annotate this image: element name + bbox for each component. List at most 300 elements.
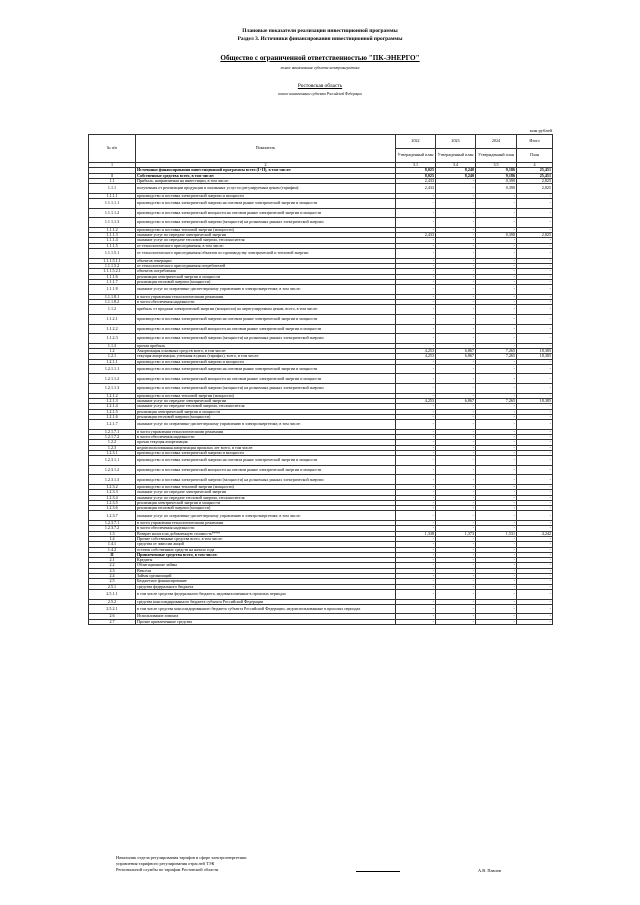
row-name: реализация тепловой энергии (мощности) bbox=[136, 414, 396, 419]
row-value-2024: - bbox=[476, 414, 517, 419]
row-value-2022: - bbox=[396, 359, 436, 364]
row-value-2022: - bbox=[396, 404, 436, 409]
row-value-total: - bbox=[517, 305, 553, 315]
row-value-2024: - bbox=[476, 506, 517, 511]
row-value-2023: - bbox=[436, 384, 476, 394]
row-value-total: - bbox=[517, 393, 553, 398]
row-value-2024: - bbox=[476, 511, 517, 521]
row-code: 1.1.1.8.1 bbox=[89, 294, 136, 299]
row-value-2023: - bbox=[436, 314, 476, 324]
row-value-2022: - bbox=[396, 238, 436, 243]
row-code: 1.1.1.5.2.1 bbox=[89, 269, 136, 274]
col-sub-2024: Утвержденный план bbox=[476, 149, 517, 163]
row-name: производство и поставка электрической энергии на оптовом рынке электрической энергии и мощности bbox=[136, 199, 396, 209]
row-name: средства федерального бюджета bbox=[136, 584, 396, 589]
row-code: 1.2.3.1.3 bbox=[89, 475, 136, 485]
row-code: 1.1.1.5 bbox=[89, 243, 136, 248]
region-caption: полное наименование субъекта Российской Федерации bbox=[278, 92, 362, 96]
doc-heading: Плановые показатели реализации инвестиционной программы bbox=[242, 28, 398, 34]
row-value-2022: 1,338 bbox=[396, 531, 436, 536]
row-name: Кредиты bbox=[136, 558, 396, 563]
row-value-2023: - bbox=[436, 227, 476, 232]
row-value-2023: - bbox=[436, 294, 476, 299]
row-value-2024: - bbox=[476, 343, 517, 348]
row-code: 1.2.1.5 bbox=[89, 409, 136, 414]
row-value-total: - bbox=[517, 269, 553, 274]
table-row bbox=[89, 184, 553, 194]
row-value-total: - bbox=[517, 579, 553, 584]
row-value-total: - bbox=[517, 404, 553, 409]
row-name: объектов генерации bbox=[136, 258, 396, 263]
row-value-total: - bbox=[517, 414, 553, 419]
row-value-2024: - bbox=[476, 429, 517, 434]
row-code: 1.1.1.2 bbox=[89, 227, 136, 232]
row-value-2023: - bbox=[436, 305, 476, 315]
row-value-2024: - bbox=[476, 475, 517, 485]
row-value-2022: - bbox=[396, 274, 436, 279]
row-value-2024: - bbox=[476, 445, 517, 450]
row-value-total: - bbox=[517, 440, 553, 445]
row-name: Прочие собственные средства всего, в том числе: bbox=[136, 536, 396, 541]
row-value-2023: - bbox=[436, 456, 476, 466]
doc-section-title: Раздел 3. Источники финансирования инвестиционной программы bbox=[237, 36, 403, 42]
org-name: Общество с ограниченной ответственностью "ПК-ЭНЕРГО" bbox=[220, 54, 420, 62]
row-name: производство и поставка тепловой энергии (мощности) bbox=[136, 227, 396, 232]
row-value-2023: - bbox=[436, 563, 476, 568]
row-value-2024: - bbox=[476, 568, 517, 573]
row-code: 1.2.3.6 bbox=[89, 506, 136, 511]
row-value-total: - bbox=[517, 263, 553, 268]
row-value-2024: 0,390 bbox=[476, 184, 517, 194]
row-value-2023: - bbox=[436, 274, 476, 279]
row-value-total: - bbox=[517, 238, 553, 243]
row-code: 1.2.1 bbox=[89, 354, 136, 359]
row-value-2022: - bbox=[396, 465, 436, 475]
row-value-2023: - bbox=[436, 547, 476, 552]
row-value-2024: - bbox=[476, 404, 517, 409]
row-code: 1.1.1.1.1 bbox=[89, 199, 136, 209]
row-code: 1.1.1.1.2 bbox=[89, 208, 136, 218]
row-value-2024: - bbox=[476, 584, 517, 589]
row-value-total: - bbox=[517, 521, 553, 526]
row-name: в части управления технологическими режимами bbox=[136, 429, 396, 434]
row-value-2024: 0,390 bbox=[476, 233, 517, 238]
row-value-2022: - bbox=[396, 568, 436, 573]
row-value-2023: - bbox=[436, 589, 476, 599]
row-value-2022: - bbox=[396, 334, 436, 344]
row-value-2023: - bbox=[436, 506, 476, 511]
table-row bbox=[89, 475, 553, 485]
row-value-2024: - bbox=[476, 465, 517, 475]
row-value-total: 25,451 bbox=[517, 168, 553, 173]
row-value-total: - bbox=[517, 465, 553, 475]
row-value-2022: 2,433 bbox=[396, 184, 436, 194]
row-value-2022: - bbox=[396, 552, 436, 557]
row-name: прибыль от продажи электрической энергии (мощности) по нерегулируемым ценам, всего, в том числе: bbox=[136, 305, 396, 315]
row-name: оказание услуг по оперативно-диспетчерскому управлению в электроэнергетике, в том числе: bbox=[136, 285, 396, 295]
row-value-total: 18,385 bbox=[517, 354, 553, 359]
row-value-2024: - bbox=[476, 384, 517, 394]
row-value-2023: - bbox=[436, 450, 476, 455]
row-value-2023: - bbox=[436, 445, 476, 450]
row-name: Использование лизинга bbox=[136, 614, 396, 619]
row-value-2024: - bbox=[476, 274, 517, 279]
row-name: производство и поставка электрической энергии (мощности) на розничных рынках электрической энергии bbox=[136, 384, 396, 394]
row-name: производство и поставка электрической энергии и мощности bbox=[136, 450, 396, 455]
table-header-years bbox=[89, 135, 553, 149]
table-row bbox=[89, 384, 553, 394]
table-row bbox=[89, 511, 553, 521]
row-value-2024: - bbox=[476, 579, 517, 584]
signer-name: А.В. Павлов bbox=[478, 868, 501, 873]
row-value-2024: 7,265 bbox=[476, 398, 517, 403]
row-value-2023: - bbox=[436, 218, 476, 228]
row-value-2024: - bbox=[476, 495, 517, 500]
row-value-2023: 6,867 bbox=[436, 348, 476, 353]
row-name: оказание услуг по передаче электрической энергии bbox=[136, 490, 396, 495]
row-value-2024: - bbox=[476, 485, 517, 490]
row-value-2024: - bbox=[476, 526, 517, 531]
row-code: 1.2.1.1 bbox=[89, 359, 136, 364]
table-row bbox=[89, 420, 553, 430]
table-row bbox=[89, 324, 553, 334]
row-value-2022: 4,253 bbox=[396, 398, 436, 403]
row-value-2023: - bbox=[436, 568, 476, 573]
row-value-2022: - bbox=[396, 279, 436, 284]
row-value-total: - bbox=[517, 300, 553, 305]
row-value-total: - bbox=[517, 490, 553, 495]
row-value-2024: - bbox=[476, 305, 517, 315]
col-num-5: 3.5 bbox=[476, 163, 517, 168]
row-value-2022: - bbox=[396, 324, 436, 334]
row-value-2023: - bbox=[436, 465, 476, 475]
row-value-2024: - bbox=[476, 199, 517, 209]
row-value-2023: - bbox=[436, 285, 476, 295]
row-value-2023: - bbox=[436, 511, 476, 521]
row-code: 1.2.3.5 bbox=[89, 500, 136, 505]
row-value-2024: - bbox=[476, 294, 517, 299]
row-name: в том числе средства консолидированного бюджета субъекта Российской Федерации, недоиспользованные в прошлых периодах bbox=[136, 604, 396, 614]
row-value-total: - bbox=[517, 199, 553, 209]
row-value-2024: - bbox=[476, 450, 517, 455]
table-row bbox=[89, 456, 553, 466]
row-value-2022: - bbox=[396, 506, 436, 511]
row-code: 1.1.1.8 bbox=[89, 285, 136, 295]
row-value-2024: - bbox=[476, 393, 517, 398]
row-value-2022: 4,253 bbox=[396, 354, 436, 359]
row-value-total: - bbox=[517, 511, 553, 521]
row-value-2024: - bbox=[476, 420, 517, 430]
row-name: оказание услуг по оперативно-диспетчерскому управлению в электроэнергетике, в том числе: bbox=[136, 420, 396, 430]
row-value-2022: - bbox=[396, 294, 436, 299]
row-value-total: - bbox=[517, 547, 553, 552]
row-code: 1.2.1.6 bbox=[89, 414, 136, 419]
row-value-2022: - bbox=[396, 619, 436, 624]
row-value-2023: - bbox=[436, 199, 476, 209]
row-value-2024: 7,265 bbox=[476, 354, 517, 359]
row-value-2022: - bbox=[396, 599, 436, 604]
row-code: 1.3 bbox=[89, 531, 136, 536]
row-value-total: - bbox=[517, 435, 553, 440]
col-header-2024: 2024 bbox=[476, 135, 517, 149]
row-value-2022: - bbox=[396, 445, 436, 450]
row-value-2023: - bbox=[436, 263, 476, 268]
row-value-2022: - bbox=[396, 305, 436, 315]
row-code: 1.2 bbox=[89, 348, 136, 353]
signer-title-line2: управления тарифного регулирования отраслей ТЭК bbox=[116, 860, 215, 866]
table-row bbox=[89, 374, 553, 384]
row-name: от технологического присоединения потребителей bbox=[136, 263, 396, 268]
row-code: 1.2.2 bbox=[89, 440, 136, 445]
row-value-2022: - bbox=[396, 393, 436, 398]
row-code: 1.1.1.7 bbox=[89, 279, 136, 284]
table-row bbox=[89, 208, 553, 218]
row-value-total: - bbox=[517, 526, 553, 531]
row-code: 1.1.2 bbox=[89, 305, 136, 315]
row-code: 1.2.3 bbox=[89, 445, 136, 450]
table-row bbox=[89, 364, 553, 374]
row-value-2024: - bbox=[476, 334, 517, 344]
row-code: 1.2.1.7 bbox=[89, 420, 136, 430]
row-value-total: - bbox=[517, 384, 553, 394]
row-value-total: - bbox=[517, 243, 553, 248]
col-num-4: 3.4 bbox=[436, 163, 476, 168]
col-num-6: 4 bbox=[517, 163, 553, 168]
row-value-total: - bbox=[517, 558, 553, 563]
row-value-2022: - bbox=[396, 249, 436, 259]
row-name: от технологического присоединения объектов по производству электрической и тепловой энергии bbox=[136, 249, 396, 259]
row-name: в части обеспечения надежности bbox=[136, 526, 396, 531]
row-value-2024: 9,186 bbox=[476, 173, 517, 178]
row-value-2022: - bbox=[396, 300, 436, 305]
signer-title-line1: Начальник отдела регулирования тарифов в сфере электроэнергетики bbox=[116, 855, 247, 860]
row-value-2023: - bbox=[436, 238, 476, 243]
row-value-total: - bbox=[517, 279, 553, 284]
row-value-2023: - bbox=[436, 364, 476, 374]
table-row bbox=[89, 199, 553, 209]
row-value-2023: - bbox=[436, 258, 476, 263]
table-row bbox=[89, 285, 553, 295]
signature-line bbox=[356, 871, 400, 872]
row-value-2022: - bbox=[396, 193, 436, 198]
row-value-2023: - bbox=[436, 429, 476, 434]
row-name: Займы организаций bbox=[136, 574, 396, 579]
row-code: 1.2.3.1.1 bbox=[89, 456, 136, 466]
row-value-2022: - bbox=[396, 440, 436, 445]
row-name: реализация электрической энергии и мощности bbox=[136, 274, 396, 279]
row-value-2022: - bbox=[396, 456, 436, 466]
row-name: Векселя bbox=[136, 568, 396, 573]
col-header-total: Итого bbox=[517, 135, 553, 149]
row-name: Облигационные займы bbox=[136, 563, 396, 568]
row-value-2024: - bbox=[476, 285, 517, 295]
row-value-total: 2,825 bbox=[517, 233, 553, 238]
row-value-2024: - bbox=[476, 619, 517, 624]
row-name: оказание услуг по передаче тепловой энергии, теплоносителя bbox=[136, 238, 396, 243]
row-value-2023: - bbox=[436, 604, 476, 614]
row-value-2023: 8,240 bbox=[436, 173, 476, 178]
row-value-2022: - bbox=[396, 563, 436, 568]
row-value-2024: - bbox=[476, 324, 517, 334]
row-value-2022: 2,433 bbox=[396, 233, 436, 238]
row-value-2022: 8,025 bbox=[396, 168, 436, 173]
row-value-2023: - bbox=[436, 490, 476, 495]
row-value-2023: - bbox=[436, 374, 476, 384]
row-code: II bbox=[89, 552, 136, 557]
row-code: 1.2.1.3 bbox=[89, 398, 136, 403]
row-code: 1.2.1.1.2 bbox=[89, 374, 136, 384]
row-value-2022: 4,253 bbox=[396, 348, 436, 353]
row-value-total: - bbox=[517, 475, 553, 485]
row-value-total: - bbox=[517, 589, 553, 599]
row-value-total: - bbox=[517, 364, 553, 374]
row-code: 1.1.1.5.1 bbox=[89, 249, 136, 259]
financing-table bbox=[88, 134, 553, 625]
row-name: реализация тепловой энергии (мощности) bbox=[136, 279, 396, 284]
row-name: производство и поставка электрической энергии и мощности bbox=[136, 359, 396, 364]
row-value-2023: - bbox=[436, 495, 476, 500]
row-value-2023: - bbox=[436, 269, 476, 274]
row-name: объектов потребления bbox=[136, 269, 396, 274]
row-name: прочая прибыль bbox=[136, 343, 396, 348]
row-name: оказание услуг по передаче тепловой энергии, теплоносителя bbox=[136, 495, 396, 500]
row-name: Прибыль, направляемая на инвестиции, в том числе: bbox=[136, 178, 396, 183]
row-value-2023: - bbox=[436, 435, 476, 440]
row-value-2022: - bbox=[396, 435, 436, 440]
row-name: оказание услуг по передаче тепловой энергии, теплоносителя bbox=[136, 404, 396, 409]
row-name: производство и поставка электрической энергии (мощности) на розничных рынках электрической энергии bbox=[136, 218, 396, 228]
row-value-total: - bbox=[517, 208, 553, 218]
row-code: 1.2.1.7.1 bbox=[89, 429, 136, 434]
row-code: 1.2.3.1.2 bbox=[89, 465, 136, 475]
row-code: 1.1.1.4 bbox=[89, 238, 136, 243]
row-value-2022: - bbox=[396, 574, 436, 579]
col-sub-2022: Утвержденный план bbox=[396, 149, 436, 163]
row-code: I bbox=[89, 173, 136, 178]
row-name: текущая амортизация, учтенная в ценах (тарифах), всего, в том числе: bbox=[136, 354, 396, 359]
row-value-2024: - bbox=[476, 542, 517, 547]
row-value-2023: - bbox=[436, 420, 476, 430]
row-value-2022: - bbox=[396, 584, 436, 589]
row-value-2022: - bbox=[396, 258, 436, 263]
row-value-2024: - bbox=[476, 552, 517, 557]
row-value-2023: - bbox=[436, 552, 476, 557]
row-name: в части управления технологическими режимами bbox=[136, 294, 396, 299]
row-value-2022: - bbox=[396, 542, 436, 547]
row-value-2023: - bbox=[436, 300, 476, 305]
row-code: 1.2.3.7.2 bbox=[89, 526, 136, 531]
row-value-2023: - bbox=[436, 579, 476, 584]
row-value-2022: - bbox=[396, 263, 436, 268]
row-value-2022: - bbox=[396, 384, 436, 394]
row-value-total: - bbox=[517, 614, 553, 619]
table-row bbox=[89, 334, 553, 344]
row-name: недоиспользованная амортизация прошлых лет всего, в том числе: bbox=[136, 445, 396, 450]
row-value-total: - bbox=[517, 552, 553, 557]
row-value-total: - bbox=[517, 359, 553, 364]
row-name: полученная от реализации продукции и оказанных услуг по регулируемым ценам (тарифам): bbox=[136, 184, 396, 194]
row-value-2022: - bbox=[396, 558, 436, 563]
row-code: 1.4.1 bbox=[89, 542, 136, 547]
row-value-2022: - bbox=[396, 589, 436, 599]
col-num-3: 3.1 bbox=[396, 163, 436, 168]
row-value-2023: - bbox=[436, 193, 476, 198]
row-value-2022: - bbox=[396, 485, 436, 490]
row-value-2024: 7,265 bbox=[476, 348, 517, 353]
row-name: средства консолидированного бюджета субъекта Российской Федерации bbox=[136, 599, 396, 604]
row-value-total: - bbox=[517, 324, 553, 334]
row-name: Прочие привлеченные средства bbox=[136, 619, 396, 624]
row-value-2023: - bbox=[436, 324, 476, 334]
row-value-2022: - bbox=[396, 227, 436, 232]
row-value-total: - bbox=[517, 506, 553, 511]
row-value-total: - bbox=[517, 536, 553, 541]
row-value-2022: - bbox=[396, 536, 436, 541]
row-name: в том числе средства федерального бюджета, недовыполненные в прошлых периодах bbox=[136, 589, 396, 599]
row-name: производство и поставка электрической мощности на оптовом рынке электрической энергии и мощности bbox=[136, 465, 396, 475]
row-value-2022: - bbox=[396, 314, 436, 324]
row-code: 2.1 bbox=[89, 558, 136, 563]
row-value-2023: - bbox=[436, 184, 476, 194]
row-value-2023: - bbox=[436, 343, 476, 348]
row-name: производство и поставка электрической мощности на оптовом рынке электрической энергии и мощности bbox=[136, 374, 396, 384]
row-code: 1.1.1.1 bbox=[89, 193, 136, 198]
row-value-2022: - bbox=[396, 218, 436, 228]
row-value-2022: - bbox=[396, 414, 436, 419]
row-name: средства от эмиссии акций bbox=[136, 542, 396, 547]
table-row bbox=[89, 465, 553, 475]
row-value-2024: - bbox=[476, 614, 517, 619]
col-header-code: № п/п bbox=[89, 135, 136, 163]
row-code: 2.2 bbox=[89, 563, 136, 568]
row-name: оказание услуг по оперативно-диспетчерскому управлению в электроэнергетике, в том числе: bbox=[136, 511, 396, 521]
row-value-2022: - bbox=[396, 511, 436, 521]
row-value-2024: 1,531 bbox=[476, 531, 517, 536]
row-name: Источники финансирования инвестиционной программы всего (I+II), в том числе: bbox=[136, 168, 396, 173]
row-value-2024: - bbox=[476, 208, 517, 218]
row-value-2023: - bbox=[436, 500, 476, 505]
row-value-2024: - bbox=[476, 269, 517, 274]
row-value-2023: 6,867 bbox=[436, 398, 476, 403]
row-code: 2.6 bbox=[89, 614, 136, 619]
row-code: 1.1.3 bbox=[89, 343, 136, 348]
row-name: производство и поставка тепловой энергии (мощности) bbox=[136, 393, 396, 398]
row-value-total: - bbox=[517, 500, 553, 505]
row-value-total: - bbox=[517, 193, 553, 198]
row-code: 1.4 bbox=[89, 536, 136, 541]
row-value-2023: - bbox=[436, 584, 476, 589]
row-value-2022: - bbox=[396, 475, 436, 485]
row-value-2024: - bbox=[476, 263, 517, 268]
row-value-total: - bbox=[517, 274, 553, 279]
row-value-2023: - bbox=[436, 521, 476, 526]
row-name: производство и поставка электрической энергии на оптовом рынке электрической энергии и мощности bbox=[136, 364, 396, 374]
row-value-2023: - bbox=[436, 359, 476, 364]
row-code: 2.5.1 bbox=[89, 584, 136, 589]
row-value-2024: - bbox=[476, 500, 517, 505]
table-row bbox=[89, 604, 553, 614]
row-code: 1.1.1.5.2 bbox=[89, 263, 136, 268]
row-value-2022: - bbox=[396, 526, 436, 531]
row-name: Возврат налога на добавленную стоимость**** bbox=[136, 531, 396, 536]
row-value-2022: - bbox=[396, 409, 436, 414]
row-value-2024: - bbox=[476, 249, 517, 259]
col-sub-total: План bbox=[517, 149, 553, 163]
row-code: 1.1.1.5.1.1 bbox=[89, 258, 136, 263]
table-row bbox=[89, 314, 553, 324]
row-value-2024: - bbox=[476, 521, 517, 526]
row-value-2024: - bbox=[476, 359, 517, 364]
